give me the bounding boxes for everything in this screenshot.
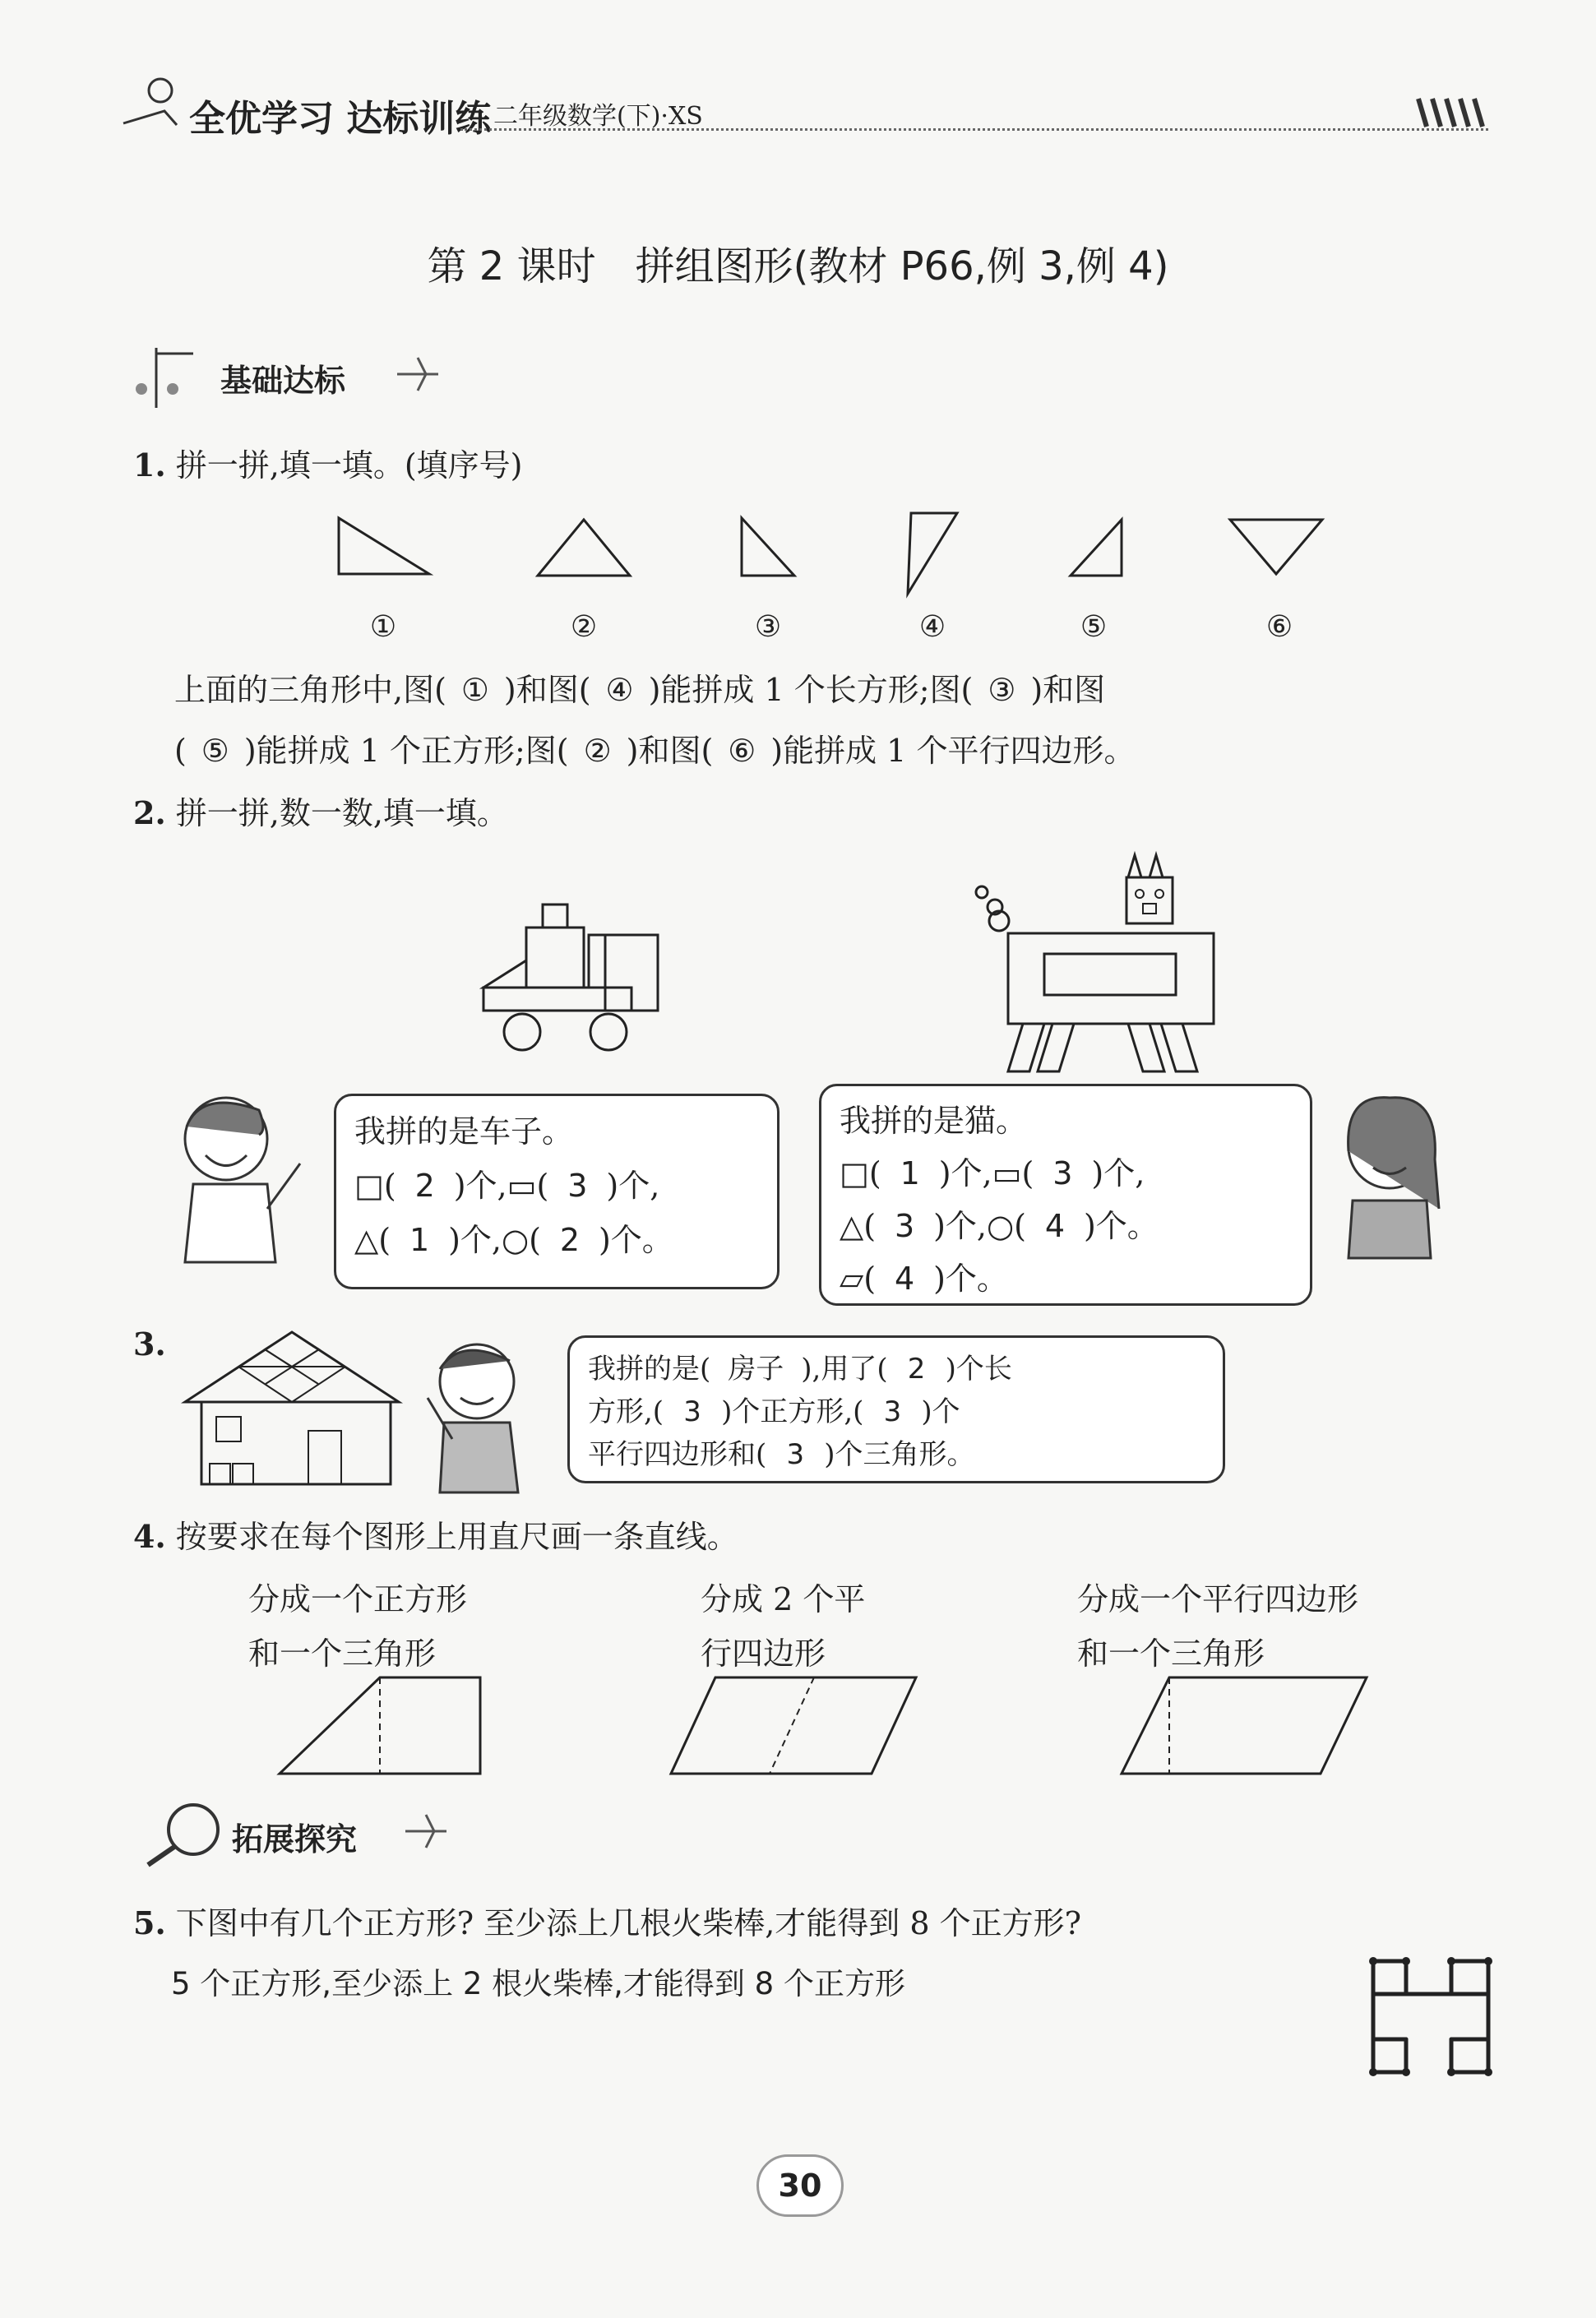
cat-speech-bubble xyxy=(819,1084,1312,1306)
label-1: ① xyxy=(369,610,397,644)
triangle-shape-icon: △ xyxy=(840,1208,864,1244)
square-shape-icon: □ xyxy=(354,1168,384,1204)
page-number: 30 xyxy=(756,2154,844,2217)
q5-number: 5. xyxy=(133,1904,166,1941)
mascot-logo-icon xyxy=(115,74,181,132)
q3-text-2b: )个正方形,( xyxy=(721,1395,864,1428)
cat-para-close: )个。 xyxy=(933,1261,1008,1297)
q1-answer-4[interactable]: ⑤ xyxy=(201,733,229,769)
cat-square-close: )个, xyxy=(938,1155,992,1191)
cat-circle-count[interactable]: 4 xyxy=(1044,1208,1066,1244)
q3-text-3a: 平行四边形和( xyxy=(588,1438,767,1471)
label-3: ③ xyxy=(754,610,782,644)
section-extend-title: 拓展探究 xyxy=(232,1821,358,1858)
plane-icon xyxy=(401,1811,451,1852)
q3-answer-house[interactable]: 房子 xyxy=(728,1353,784,1386)
car-circle-count[interactable]: 2 xyxy=(559,1222,581,1258)
car-rect-open: ( xyxy=(536,1168,549,1204)
rect-shape-icon: ▭ xyxy=(992,1155,1022,1191)
header-subtitle: 二年级数学(下)·XS xyxy=(493,102,703,131)
car-rect-close: )个, xyxy=(606,1168,660,1204)
q4-shapes xyxy=(0,1673,1596,1788)
car-square-count[interactable]: 2 xyxy=(414,1168,435,1204)
triangle-5 xyxy=(1071,520,1122,576)
q1-answer-6[interactable]: ⑥ xyxy=(728,733,756,769)
q4-c-line2: 和一个三角形 xyxy=(1077,1636,1265,1672)
q1-text-2d: )能拼成 1 个平行四边形。 xyxy=(770,733,1136,769)
q4-prompt: 按要求在每个图形上用直尺画一条直线。 xyxy=(175,1519,738,1555)
q1-answer-5[interactable]: ② xyxy=(583,733,612,769)
parallelogram-shape-b xyxy=(671,1677,916,1774)
car-triangle-count[interactable]: 1 xyxy=(409,1222,430,1258)
label-6: ⑥ xyxy=(1265,610,1293,644)
cat-circle-close: )个。 xyxy=(1083,1208,1159,1244)
house-figure xyxy=(169,1328,415,1492)
car-circle-close: )个。 xyxy=(598,1222,673,1258)
header-brand: 全优学习 达标训练 xyxy=(189,98,492,140)
q4-a-line2: 和一个三角形 xyxy=(248,1636,437,1672)
car-figure xyxy=(477,900,724,1065)
car-square-close: )个, xyxy=(453,1168,507,1204)
q4-a-line1: 分成一个正方形 xyxy=(248,1581,468,1617)
section-basic-title: 基础达标 xyxy=(220,363,346,399)
car-speech-bubble xyxy=(334,1094,779,1289)
q1-triangles xyxy=(0,510,1596,608)
q2-prompt: 拼一拼,数一数,填一填。 xyxy=(175,795,508,831)
house-speech-bubble xyxy=(567,1335,1225,1483)
cat-tri-close: )个, xyxy=(933,1208,987,1244)
cat-rect-open: ( xyxy=(1021,1155,1034,1191)
cat-title: 我拼的是猫。 xyxy=(840,1103,1028,1139)
circle-shape-icon: ○ xyxy=(501,1222,530,1258)
q5-prompt: 下图中有几个正方形? 至少添上几根火柴棒,才能得到 8 个正方形? xyxy=(175,1905,1082,1941)
cat-rect-close: )个, xyxy=(1091,1155,1145,1191)
car-tri-open: ( xyxy=(378,1222,391,1258)
q3-text-1a: 我拼的是( xyxy=(588,1353,711,1386)
q4-b-line2: 行四边形 xyxy=(701,1636,826,1672)
cat-circle-open: ( xyxy=(1014,1208,1026,1244)
cat-tri-open: ( xyxy=(863,1208,877,1244)
q1-text-1b: )和图( xyxy=(503,672,591,708)
q1-answer-3[interactable]: ③ xyxy=(988,672,1016,708)
q5-answer[interactable]: 5 个正方形,至少添上 2 根火柴棒,才能得到 8 个正方形 xyxy=(171,1966,905,2001)
triangle-2 xyxy=(538,520,630,576)
q3-answer-square[interactable]: 3 xyxy=(683,1395,701,1428)
car-rect-count[interactable]: 3 xyxy=(567,1168,588,1204)
label-5: ⑤ xyxy=(1080,610,1108,644)
q1-text-2c: )和图( xyxy=(626,733,714,769)
q1-text-2b: )能拼成 1 个正方形;图( xyxy=(243,733,569,769)
q1-text-1d: )和图 xyxy=(1030,672,1106,708)
cat-square-count[interactable]: 1 xyxy=(900,1155,920,1191)
q3-answer-tri[interactable]: 3 xyxy=(786,1438,805,1471)
cat-triangle-count[interactable]: 3 xyxy=(894,1208,915,1244)
q3-answer-rect[interactable]: 2 xyxy=(907,1353,926,1386)
boy-character-icon xyxy=(169,1085,308,1266)
matchstick-figure xyxy=(1369,1957,1501,2089)
q3-text-1c: )个长 xyxy=(945,1353,1012,1386)
q3-answer-para[interactable]: 3 xyxy=(883,1395,902,1428)
q2-number: 2. xyxy=(133,794,166,831)
circle-shape-icon: ○ xyxy=(986,1208,1015,1244)
q1-prompt: 拼一拼,填一填。(填序号) xyxy=(175,447,523,483)
boy-pointing-icon xyxy=(411,1332,534,1497)
triangle-6 xyxy=(1230,520,1322,574)
girl-character-icon xyxy=(1332,1085,1447,1266)
car-square-open: ( xyxy=(383,1168,396,1204)
q3-text-2a: 方形,( xyxy=(588,1395,664,1428)
triangle-shape-icon: △ xyxy=(354,1222,379,1258)
label-2: ② xyxy=(570,610,598,644)
q1-number: 1. xyxy=(133,446,166,483)
q4-number: 4. xyxy=(133,1518,166,1555)
parallelogram-shape-icon: ▱ xyxy=(840,1261,864,1297)
page-title: 第 2 课时 拼组图形(教材 P66,例 3,例 4) xyxy=(427,243,1169,289)
square-shape-icon: □ xyxy=(840,1155,869,1191)
q1-text-1a: 上面的三角形中,图( xyxy=(174,672,446,708)
header-divider xyxy=(460,128,1488,131)
q1-answer-2[interactable]: ④ xyxy=(605,672,634,708)
car-title: 我拼的是车子。 xyxy=(354,1113,574,1150)
q3-text-1b: ),用了( xyxy=(801,1353,888,1386)
q3-text-2c: )个 xyxy=(921,1395,960,1428)
q4-c-line1: 分成一个平行四边形 xyxy=(1077,1581,1359,1617)
triangle-3 xyxy=(742,518,794,576)
header-stripes-icon xyxy=(1414,97,1488,130)
magnifier-icon xyxy=(132,1801,230,1867)
cat-parallelogram-count[interactable]: 4 xyxy=(894,1261,915,1297)
triangle-1 xyxy=(339,518,429,574)
triangle-4 xyxy=(908,513,957,594)
cat-square-open: ( xyxy=(868,1155,881,1191)
signpost-icon xyxy=(132,344,189,409)
plane-icon xyxy=(393,354,442,395)
q4-b-line1: 分成 2 个平 xyxy=(701,1581,866,1617)
label-4: ④ xyxy=(918,610,946,644)
q1-answer-1[interactable]: ① xyxy=(460,672,489,708)
cat-rect-count[interactable]: 3 xyxy=(1052,1155,1073,1191)
car-tri-close: )个, xyxy=(448,1222,502,1258)
q3-number: 3. xyxy=(133,1326,166,1363)
cat-para-open: ( xyxy=(863,1261,877,1297)
cat-figure xyxy=(970,851,1217,1073)
q1-text-2a: ( xyxy=(174,733,187,769)
car-circle-open: ( xyxy=(529,1222,541,1258)
q1-text-1c: )能拼成 1 个长方形;图( xyxy=(648,672,974,708)
rect-shape-icon: ▭ xyxy=(507,1168,537,1204)
q3-text-3b: )个三角形。 xyxy=(824,1438,975,1471)
parallelogram-shape-c xyxy=(1122,1677,1367,1774)
